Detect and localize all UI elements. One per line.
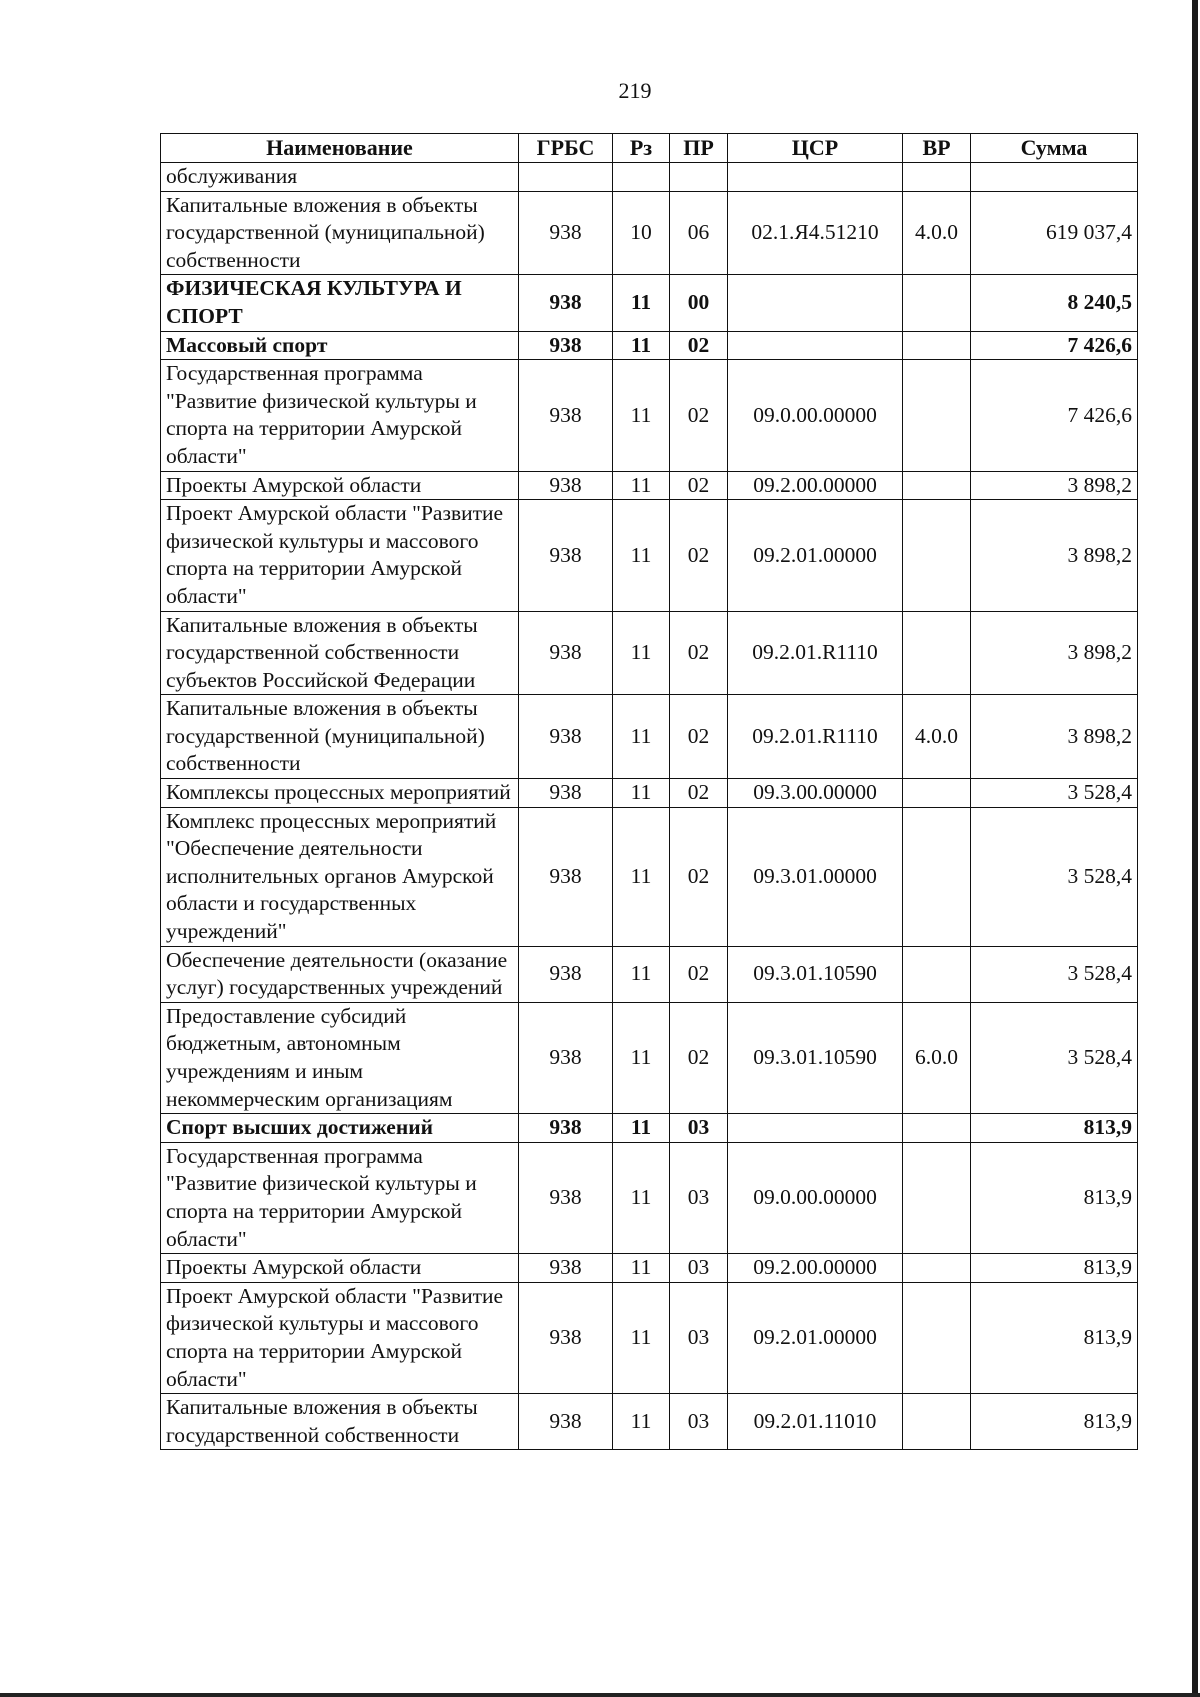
- cell-pr: 03: [670, 1142, 728, 1253]
- cell-name: Государственная программа "Развитие физической культуры и спорта на территории Амурской области": [161, 1142, 519, 1253]
- cell-rz: 11: [613, 695, 670, 779]
- cell-grbs: 938: [519, 191, 613, 275]
- cell-grbs: 938: [519, 500, 613, 611]
- cell-sum: 7 426,6: [971, 331, 1138, 360]
- cell-rz: [613, 163, 670, 192]
- cell-pr: 02: [670, 360, 728, 471]
- cell-sum: 3 528,4: [971, 946, 1138, 1002]
- cell-vr: [903, 471, 971, 500]
- cell-sum: 813,9: [971, 1394, 1138, 1450]
- column-header-name: Наименование: [161, 134, 519, 163]
- cell-vr: [903, 1142, 971, 1253]
- column-header-csr: ЦСР: [728, 134, 903, 163]
- cell-pr: 02: [670, 500, 728, 611]
- cell-name: Проекты Амурской области: [161, 1254, 519, 1283]
- cell-csr: 09.2.00.00000: [728, 1254, 903, 1283]
- column-header-rz: Рз: [613, 134, 670, 163]
- cell-pr: 02: [670, 471, 728, 500]
- table-header-row: [161, 134, 1138, 163]
- cell-vr: [903, 1282, 971, 1393]
- cell-rz: 11: [613, 946, 670, 1002]
- table-row: [161, 1282, 1138, 1393]
- cell-grbs: 938: [519, 611, 613, 695]
- cell-grbs: [519, 163, 613, 192]
- cell-sum: 3 528,4: [971, 1002, 1138, 1113]
- cell-vr: [903, 1254, 971, 1283]
- cell-vr: [903, 1114, 971, 1143]
- cell-rz: 11: [613, 1002, 670, 1113]
- cell-pr: 02: [670, 331, 728, 360]
- cell-name: Предоставление субсидий бюджетным, автономным учреждениям и иным некоммерческим организациям: [161, 1002, 519, 1113]
- cell-pr: 02: [670, 779, 728, 808]
- cell-csr: 09.2.01.11010: [728, 1394, 903, 1450]
- cell-csr: [728, 163, 903, 192]
- cell-vr: [903, 331, 971, 360]
- cell-csr: 09.2.01.R1110: [728, 695, 903, 779]
- cell-name: Спорт высших достижений: [161, 1114, 519, 1143]
- cell-rz: 11: [613, 471, 670, 500]
- cell-sum: 3 898,2: [971, 611, 1138, 695]
- cell-vr: [903, 946, 971, 1002]
- table-row: [161, 779, 1138, 808]
- cell-sum: 8 240,5: [971, 275, 1138, 331]
- table-row: [161, 946, 1138, 1002]
- table-row: [161, 1254, 1138, 1283]
- cell-sum: 3 898,2: [971, 471, 1138, 500]
- cell-vr: [903, 500, 971, 611]
- cell-csr: 09.3.00.00000: [728, 779, 903, 808]
- page-number: 219: [618, 78, 652, 103]
- cell-pr: 02: [670, 1002, 728, 1113]
- table-row: [161, 331, 1138, 360]
- cell-name: Обеспечение деятельности (оказание услуг) государственных учреждений: [161, 946, 519, 1002]
- cell-vr: [903, 1394, 971, 1450]
- cell-csr: 09.3.01.10590: [728, 946, 903, 1002]
- cell-csr: 02.1.Я4.51210: [728, 191, 903, 275]
- cell-name: обслуживания: [161, 163, 519, 192]
- cell-grbs: 938: [519, 695, 613, 779]
- cell-sum: 813,9: [971, 1142, 1138, 1253]
- cell-pr: 03: [670, 1114, 728, 1143]
- cell-pr: 00: [670, 275, 728, 331]
- cell-sum: 619 037,4: [971, 191, 1138, 275]
- budget-table: [160, 133, 1138, 1450]
- cell-sum: 3 898,2: [971, 500, 1138, 611]
- table-row: [161, 1142, 1138, 1253]
- column-header-vr: ВР: [903, 134, 971, 163]
- cell-csr: [728, 275, 903, 331]
- cell-grbs: 938: [519, 1142, 613, 1253]
- cell-name: Проекты Амурской области: [161, 471, 519, 500]
- scan-edge-right: [1192, 0, 1198, 1697]
- cell-grbs: 938: [519, 471, 613, 500]
- cell-sum: 813,9: [971, 1282, 1138, 1393]
- cell-pr: 02: [670, 946, 728, 1002]
- cell-rz: 11: [613, 331, 670, 360]
- cell-sum: 3 528,4: [971, 807, 1138, 946]
- cell-vr: [903, 275, 971, 331]
- column-header-grbs: ГРБС: [519, 134, 613, 163]
- cell-rz: 11: [613, 1254, 670, 1283]
- cell-vr: 6.0.0: [903, 1002, 971, 1113]
- cell-rz: 11: [613, 807, 670, 946]
- cell-grbs: 938: [519, 1114, 613, 1143]
- table-row: [161, 1394, 1138, 1450]
- cell-grbs: 938: [519, 360, 613, 471]
- cell-csr: 09.2.00.00000: [728, 471, 903, 500]
- cell-rz: 11: [613, 360, 670, 471]
- scan-edge-bottom: [0, 1693, 1200, 1697]
- cell-name: Капитальные вложения в объекты государственной собственности: [161, 1394, 519, 1450]
- cell-rz: 10: [613, 191, 670, 275]
- cell-rz: 11: [613, 611, 670, 695]
- cell-name: Капитальные вложения в объекты государственной собственности субъектов Российской Федерации: [161, 611, 519, 695]
- table-row: [161, 1002, 1138, 1113]
- cell-name: Массовый спорт: [161, 331, 519, 360]
- cell-vr: 4.0.0: [903, 695, 971, 779]
- cell-pr: 02: [670, 611, 728, 695]
- cell-name: Комплексы процессных мероприятий: [161, 779, 519, 808]
- table-row: [161, 275, 1138, 331]
- cell-grbs: 938: [519, 1254, 613, 1283]
- table-row: [161, 1114, 1138, 1143]
- cell-csr: 09.2.01.00000: [728, 1282, 903, 1393]
- cell-vr: [903, 360, 971, 471]
- cell-csr: [728, 1114, 903, 1143]
- cell-name: ФИЗИЧЕСКАЯ КУЛЬТУРА И СПОРТ: [161, 275, 519, 331]
- cell-pr: 03: [670, 1282, 728, 1393]
- table-row: [161, 695, 1138, 779]
- cell-sum: 7 426,6: [971, 360, 1138, 471]
- cell-grbs: 938: [519, 275, 613, 331]
- cell-vr: 4.0.0: [903, 191, 971, 275]
- column-header-pr: ПР: [670, 134, 728, 163]
- cell-rz: 11: [613, 779, 670, 808]
- table-row: [161, 471, 1138, 500]
- cell-rz: 11: [613, 1282, 670, 1393]
- cell-rz: 11: [613, 1394, 670, 1450]
- cell-grbs: 938: [519, 1282, 613, 1393]
- cell-sum: 3 528,4: [971, 779, 1138, 808]
- cell-name: Капитальные вложения в объекты государственной (муниципальной) собственности: [161, 191, 519, 275]
- table-row: [161, 360, 1138, 471]
- cell-grbs: 938: [519, 1394, 613, 1450]
- cell-vr: [903, 163, 971, 192]
- cell-grbs: 938: [519, 331, 613, 360]
- cell-pr: 03: [670, 1254, 728, 1283]
- table-body: [161, 163, 1138, 1450]
- table-row: [161, 191, 1138, 275]
- cell-pr: 02: [670, 807, 728, 946]
- cell-csr: 09.2.01.00000: [728, 500, 903, 611]
- cell-csr: 09.0.00.00000: [728, 360, 903, 471]
- table-row: [161, 807, 1138, 946]
- cell-sum: 813,9: [971, 1254, 1138, 1283]
- cell-name: Капитальные вложения в объекты государственной (муниципальной) собственности: [161, 695, 519, 779]
- cell-sum: [971, 163, 1138, 192]
- cell-sum: 813,9: [971, 1114, 1138, 1143]
- cell-name: Комплекс процессных мероприятий "Обеспечение деятельности исполнительных органов Амурской области и государственных учреждений": [161, 807, 519, 946]
- cell-name: Государственная программа "Развитие физической культуры и спорта на территории Амурской области": [161, 360, 519, 471]
- cell-csr: 09.2.01.R1110: [728, 611, 903, 695]
- cell-grbs: 938: [519, 946, 613, 1002]
- table-row: [161, 163, 1138, 192]
- cell-pr: 06: [670, 191, 728, 275]
- cell-csr: 09.3.01.00000: [728, 807, 903, 946]
- cell-grbs: 938: [519, 807, 613, 946]
- cell-sum: 3 898,2: [971, 695, 1138, 779]
- cell-vr: [903, 807, 971, 946]
- cell-csr: 09.3.01.10590: [728, 1002, 903, 1113]
- column-header-sum: Сумма: [971, 134, 1138, 163]
- cell-name: Проект Амурской области "Развитие физической культуры и массового спорта на территории Амурской области": [161, 1282, 519, 1393]
- cell-rz: 11: [613, 275, 670, 331]
- cell-pr: 02: [670, 695, 728, 779]
- table-row: [161, 500, 1138, 611]
- cell-csr: 09.0.00.00000: [728, 1142, 903, 1253]
- cell-grbs: 938: [519, 779, 613, 808]
- cell-grbs: 938: [519, 1002, 613, 1113]
- cell-vr: [903, 611, 971, 695]
- cell-pr: [670, 163, 728, 192]
- table-row: [161, 611, 1138, 695]
- cell-rz: 11: [613, 1114, 670, 1143]
- cell-csr: [728, 331, 903, 360]
- cell-rz: 11: [613, 1142, 670, 1253]
- cell-vr: [903, 779, 971, 808]
- cell-pr: 03: [670, 1394, 728, 1450]
- cell-rz: 11: [613, 500, 670, 611]
- cell-name: Проект Амурской области "Развитие физической культуры и массового спорта на территории Амурской области": [161, 500, 519, 611]
